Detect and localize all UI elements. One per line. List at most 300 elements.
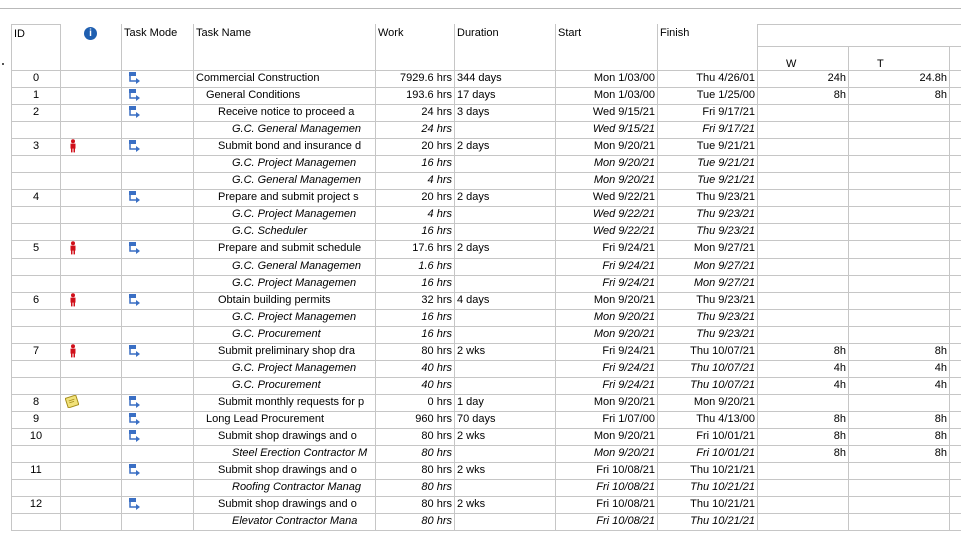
auto-schedule-icon — [128, 190, 142, 204]
indicators-cell — [61, 429, 122, 446]
task-mode-cell[interactable] — [122, 293, 194, 310]
task-id-cell[interactable] — [11, 173, 61, 190]
assignment-name-cell[interactable]: G.C. Project Managemen — [194, 361, 376, 378]
task-id-cell[interactable] — [11, 327, 61, 344]
finish-cell[interactable]: Thu 4/13/00 — [658, 412, 758, 429]
indicators-cell — [61, 71, 122, 88]
finish-cell[interactable]: Thu 9/23/21 — [658, 327, 758, 344]
indicators-cell — [61, 259, 122, 276]
work-cell[interactable]: 40 hrs — [376, 361, 455, 378]
duration-cell[interactable]: 2 days — [455, 190, 556, 207]
task-mode-cell[interactable] — [122, 105, 194, 122]
task-mode-cell[interactable] — [122, 241, 194, 258]
duration-cell[interactable]: 2 wks — [455, 463, 556, 480]
start-cell[interactable]: Fri 10/08/21 — [556, 497, 658, 514]
timephased-w-cell[interactable]: 8h — [758, 429, 849, 446]
timephased-t-cell[interactable] — [849, 207, 950, 224]
finish-cell[interactable]: Mon 9/27/21 — [658, 241, 758, 258]
work-cell[interactable]: 193.6 hrs — [376, 88, 455, 105]
timephased-t-cell[interactable] — [849, 156, 950, 173]
finish-cell[interactable]: Fri 9/17/21 — [658, 105, 758, 122]
timephased-t-cell[interactable]: 8h — [849, 429, 950, 446]
timephased-next-cell[interactable] — [950, 497, 961, 514]
task-mode-cell[interactable] — [122, 173, 194, 190]
work-cell[interactable]: 20 hrs — [376, 139, 455, 156]
timescale-day-t: T — [849, 47, 950, 71]
task-name-cell[interactable]: Long Lead Procurement — [194, 412, 376, 429]
work-cell[interactable]: 80 hrs — [376, 463, 455, 480]
task-id-cell[interactable]: 6 — [11, 293, 61, 310]
task-name-cell[interactable]: Prepare and submit schedule — [194, 241, 376, 258]
col-header-finish[interactable]: Finish — [658, 24, 758, 71]
finish-cell[interactable]: Thu 10/21/21 — [658, 497, 758, 514]
duration-cell[interactable] — [455, 446, 556, 463]
timephased-next-cell[interactable] — [950, 71, 961, 88]
task-id-cell[interactable]: 7 — [11, 344, 61, 361]
timephased-next-cell[interactable] — [950, 412, 961, 429]
task-name-cell[interactable]: Submit bond and insurance d — [194, 139, 376, 156]
task-mode-cell[interactable] — [122, 480, 194, 497]
work-cell[interactable]: 16 hrs — [376, 224, 455, 241]
work-cell[interactable]: 4 hrs — [376, 207, 455, 224]
task-id-cell[interactable] — [11, 446, 61, 463]
timephased-next-cell[interactable] — [950, 327, 961, 344]
timephased-w-cell[interactable] — [758, 463, 849, 480]
start-cell[interactable]: Fri 10/08/21 — [556, 480, 658, 497]
timephased-w-cell[interactable] — [758, 276, 849, 293]
duration-cell[interactable]: 1 day — [455, 395, 556, 412]
timephased-t-cell[interactable]: 24.8h — [849, 71, 950, 88]
assignment-name-cell[interactable]: Roofing Contractor Manag — [194, 480, 376, 497]
work-cell[interactable]: 7929.6 hrs — [376, 71, 455, 88]
timephased-t-cell[interactable] — [849, 224, 950, 241]
start-cell[interactable]: Fri 9/24/21 — [556, 241, 658, 258]
timephased-w-cell[interactable] — [758, 207, 849, 224]
duration-cell[interactable]: 344 days — [455, 71, 556, 88]
work-cell[interactable]: 80 hrs — [376, 514, 455, 531]
timephased-next-cell[interactable] — [950, 361, 961, 378]
finish-cell[interactable]: Thu 10/07/21 — [658, 361, 758, 378]
task-mode-cell[interactable] — [122, 514, 194, 531]
task-mode-cell[interactable] — [122, 139, 194, 156]
assignment-name-cell[interactable]: G.C. Project Managemen — [194, 207, 376, 224]
col-header-work[interactable]: Work — [376, 24, 455, 71]
assignment-name-cell[interactable]: G.C. General Managemen — [194, 259, 376, 276]
timephased-next-cell[interactable] — [950, 105, 961, 122]
duration-cell[interactable] — [455, 122, 556, 139]
timephased-w-cell[interactable] — [758, 293, 849, 310]
finish-cell[interactable]: Tue 9/21/21 — [658, 173, 758, 190]
work-cell[interactable]: 20 hrs — [376, 190, 455, 207]
task-id-cell[interactable] — [11, 207, 61, 224]
work-cell[interactable]: 960 hrs — [376, 412, 455, 429]
finish-cell[interactable]: Thu 9/23/21 — [658, 207, 758, 224]
col-header-duration[interactable]: Duration — [455, 24, 556, 71]
duration-cell[interactable] — [455, 327, 556, 344]
timescale-day-w: W — [758, 47, 849, 71]
task-id-cell[interactable] — [11, 259, 61, 276]
task-name-cell[interactable]: Submit shop drawings and o — [194, 497, 376, 514]
finish-cell[interactable]: Thu 10/21/21 — [658, 514, 758, 531]
finish-cell[interactable]: Thu 9/23/21 — [658, 293, 758, 310]
task-mode-cell[interactable] — [122, 71, 194, 88]
auto-schedule-icon — [128, 395, 142, 409]
task-mode-cell[interactable] — [122, 446, 194, 463]
timephased-t-cell[interactable] — [849, 122, 950, 139]
start-cell[interactable]: Mon 9/20/21 — [556, 429, 658, 446]
start-cell[interactable]: Fri 10/08/21 — [556, 514, 658, 531]
assignment-name-cell[interactable]: G.C. Procurement — [194, 327, 376, 344]
indicators-cell — [61, 497, 122, 514]
finish-cell[interactable]: Thu 4/26/01 — [658, 71, 758, 88]
assignment-name-cell[interactable]: G.C. General Managemen — [194, 173, 376, 190]
duration-cell[interactable] — [455, 156, 556, 173]
timephased-t-cell[interactable]: 4h — [849, 361, 950, 378]
work-cell[interactable]: 16 hrs — [376, 327, 455, 344]
task-mode-cell[interactable] — [122, 259, 194, 276]
timephased-t-cell[interactable] — [849, 293, 950, 310]
top-divider — [0, 8, 961, 9]
finish-cell[interactable]: Mon 9/27/21 — [658, 276, 758, 293]
work-cell[interactable]: 0 hrs — [376, 395, 455, 412]
start-cell[interactable]: Mon 9/20/21 — [556, 446, 658, 463]
timephased-w-cell[interactable]: 24h — [758, 71, 849, 88]
start-cell[interactable]: Wed 9/15/21 — [556, 105, 658, 122]
duration-cell[interactable] — [455, 361, 556, 378]
timephased-w-cell[interactable] — [758, 173, 849, 190]
start-cell[interactable]: Fri 1/07/00 — [556, 412, 658, 429]
indicators-cell — [61, 224, 122, 241]
timephased-t-cell[interactable] — [849, 105, 950, 122]
duration-cell[interactable] — [455, 378, 556, 395]
finish-cell[interactable]: Fri 9/17/21 — [658, 122, 758, 139]
task-id-cell[interactable] — [11, 378, 61, 395]
work-cell[interactable]: 24 hrs — [376, 105, 455, 122]
duration-cell[interactable] — [455, 224, 556, 241]
task-mode-cell[interactable] — [122, 122, 194, 139]
timephased-w-cell[interactable]: 8h — [758, 344, 849, 361]
timephased-w-cell[interactable] — [758, 241, 849, 258]
assignment-name-cell[interactable]: G.C. Project Managemen — [194, 310, 376, 327]
duration-cell[interactable] — [455, 173, 556, 190]
finish-cell[interactable]: Thu 9/23/21 — [658, 224, 758, 241]
timephased-next-cell[interactable] — [950, 190, 961, 207]
assignment-name-cell[interactable]: G.C. Project Managemen — [194, 276, 376, 293]
timephased-next-cell[interactable] — [950, 139, 961, 156]
timephased-w-cell[interactable] — [758, 190, 849, 207]
person-icon — [69, 241, 77, 255]
timephased-next-cell[interactable] — [950, 156, 961, 173]
timephased-t-cell[interactable] — [849, 241, 950, 258]
timephased-w-cell[interactable] — [758, 514, 849, 531]
start-cell[interactable]: Fri 9/24/21 — [556, 276, 658, 293]
work-cell[interactable]: 40 hrs — [376, 378, 455, 395]
task-mode-cell[interactable] — [122, 310, 194, 327]
timephased-w-cell[interactable] — [758, 395, 849, 412]
timephased-t-cell[interactable] — [849, 190, 950, 207]
task-id-cell[interactable] — [11, 156, 61, 173]
task-name-cell[interactable]: Receive notice to proceed a — [194, 105, 376, 122]
work-cell[interactable]: 1.6 hrs — [376, 259, 455, 276]
timephased-next-cell[interactable] — [950, 293, 961, 310]
start-cell[interactable]: Mon 9/20/21 — [556, 395, 658, 412]
finish-cell[interactable]: Thu 9/23/21 — [658, 310, 758, 327]
task-id-cell[interactable]: 11 — [11, 463, 61, 480]
start-cell[interactable]: Fri 10/08/21 — [556, 463, 658, 480]
indicators-cell — [61, 480, 122, 497]
timephased-next-cell[interactable] — [950, 173, 961, 190]
timephased-t-cell[interactable]: 8h — [849, 88, 950, 105]
timephased-w-cell[interactable] — [758, 122, 849, 139]
task-mode-cell[interactable] — [122, 395, 194, 412]
timephased-next-cell[interactable] — [950, 259, 961, 276]
task-id-cell[interactable]: 9 — [11, 412, 61, 429]
timephased-next-cell[interactable] — [950, 514, 961, 531]
work-cell[interactable]: 80 hrs — [376, 344, 455, 361]
task-id-cell[interactable]: 5 — [11, 241, 61, 258]
timephased-w-cell[interactable] — [758, 310, 849, 327]
col-header-id[interactable]: ID — [11, 24, 61, 71]
task-mode-cell[interactable] — [122, 207, 194, 224]
duration-cell[interactable]: 2 days — [455, 241, 556, 258]
work-cell[interactable]: 80 hrs — [376, 446, 455, 463]
task-mode-cell[interactable] — [122, 497, 194, 514]
auto-schedule-icon — [128, 241, 142, 255]
finish-cell[interactable]: Mon 9/27/21 — [658, 259, 758, 276]
timephased-t-cell[interactable] — [849, 327, 950, 344]
work-cell[interactable]: 24 hrs — [376, 122, 455, 139]
start-cell[interactable]: Fri 9/24/21 — [556, 378, 658, 395]
auto-schedule-icon — [128, 139, 142, 153]
finish-cell[interactable]: Tue 9/21/21 — [658, 139, 758, 156]
work-cell[interactable]: 16 hrs — [376, 310, 455, 327]
timephased-w-cell[interactable] — [758, 497, 849, 514]
task-id-cell[interactable] — [11, 480, 61, 497]
finish-cell[interactable]: Fri 10/01/21 — [658, 446, 758, 463]
duration-cell[interactable] — [455, 276, 556, 293]
task-name-cell[interactable]: Obtain building permits — [194, 293, 376, 310]
col-header-task-name[interactable]: Task Name — [194, 24, 376, 71]
timephased-w-cell[interactable] — [758, 139, 849, 156]
duration-cell[interactable]: 17 days — [455, 88, 556, 105]
timephased-w-cell[interactable] — [758, 105, 849, 122]
task-id-cell[interactable]: 10 — [11, 429, 61, 446]
task-id-cell[interactable] — [11, 310, 61, 327]
task-id-cell[interactable] — [11, 122, 61, 139]
task-mode-cell[interactable] — [122, 88, 194, 105]
timephased-t-cell[interactable] — [849, 497, 950, 514]
duration-cell[interactable]: 4 days — [455, 293, 556, 310]
timephased-next-cell[interactable] — [950, 207, 961, 224]
duration-cell[interactable]: 70 days — [455, 412, 556, 429]
timephased-next-cell[interactable] — [950, 480, 961, 497]
timephased-next-cell[interactable] — [950, 446, 961, 463]
timephased-w-cell[interactable] — [758, 224, 849, 241]
note-icon[interactable] — [65, 395, 79, 408]
work-cell[interactable]: 80 hrs — [376, 429, 455, 446]
timephased-next-cell[interactable] — [950, 224, 961, 241]
auto-schedule-icon — [128, 412, 142, 426]
start-cell[interactable]: Wed 9/22/21 — [556, 207, 658, 224]
timephased-w-cell[interactable]: 8h — [758, 446, 849, 463]
task-mode-cell[interactable] — [122, 412, 194, 429]
start-cell[interactable]: Wed 9/22/21 — [556, 190, 658, 207]
task-mode-cell[interactable] — [122, 156, 194, 173]
finish-cell[interactable]: Thu 9/23/21 — [658, 190, 758, 207]
task-name-cell[interactable]: Submit preliminary shop dra — [194, 344, 376, 361]
task-mode-cell[interactable] — [122, 344, 194, 361]
timephased-next-cell[interactable] — [950, 429, 961, 446]
timephased-next-cell[interactable] — [950, 310, 961, 327]
timephased-next-cell[interactable] — [950, 344, 961, 361]
work-cell[interactable]: 32 hrs — [376, 293, 455, 310]
col-header-task-mode[interactable]: Task Mode — [122, 24, 194, 71]
finish-cell[interactable]: Tue 9/21/21 — [658, 156, 758, 173]
finish-cell[interactable]: Tue 1/25/00 — [658, 88, 758, 105]
duration-cell[interactable]: 2 wks — [455, 497, 556, 514]
duration-cell[interactable]: 3 days — [455, 105, 556, 122]
start-cell[interactable]: Mon 9/20/21 — [556, 173, 658, 190]
finish-cell[interactable]: Thu 10/07/21 — [658, 378, 758, 395]
timephased-next-cell[interactable] — [950, 395, 961, 412]
finish-cell[interactable]: Mon 9/20/21 — [658, 395, 758, 412]
timephased-w-cell[interactable]: 4h — [758, 378, 849, 395]
timephased-t-cell[interactable] — [849, 480, 950, 497]
start-cell[interactable]: Fri 9/24/21 — [556, 259, 658, 276]
task-mode-cell[interactable] — [122, 429, 194, 446]
task-name-cell[interactable]: Commercial Construction — [194, 71, 376, 88]
work-cell[interactable]: 16 hrs — [376, 156, 455, 173]
task-id-cell[interactable]: 2 — [11, 105, 61, 122]
task-id-cell[interactable]: 12 — [11, 497, 61, 514]
task-mode-cell[interactable] — [122, 190, 194, 207]
task-name-cell[interactable]: Prepare and submit project s — [194, 190, 376, 207]
timephased-w-cell[interactable] — [758, 259, 849, 276]
duration-cell[interactable] — [455, 259, 556, 276]
duration-cell[interactable]: 2 wks — [455, 429, 556, 446]
duration-cell[interactable] — [455, 310, 556, 327]
finish-cell[interactable]: Thu 10/07/21 — [658, 344, 758, 361]
assignment-name-cell[interactable]: Elevator Contractor Mana — [194, 514, 376, 531]
timephased-next-cell[interactable] — [950, 88, 961, 105]
task-mode-cell[interactable] — [122, 378, 194, 395]
timephased-t-cell[interactable] — [849, 259, 950, 276]
assignment-name-cell[interactable]: G.C. General Managemen — [194, 122, 376, 139]
start-cell[interactable]: Fri 9/24/21 — [556, 344, 658, 361]
timephased-w-cell[interactable] — [758, 327, 849, 344]
task-id-cell[interactable] — [11, 514, 61, 531]
task-name-cell[interactable]: Submit shop drawings and o — [194, 463, 376, 480]
task-id-cell[interactable] — [11, 224, 61, 241]
task-id-cell[interactable] — [11, 361, 61, 378]
work-cell[interactable]: 4 hrs — [376, 173, 455, 190]
indicators-cell — [61, 207, 122, 224]
task-id-cell[interactable]: 3 — [11, 139, 61, 156]
duration-cell[interactable] — [455, 514, 556, 531]
timephased-next-cell[interactable] — [950, 378, 961, 395]
duration-cell[interactable] — [455, 480, 556, 497]
timephased-w-cell[interactable] — [758, 480, 849, 497]
indicators-cell — [61, 463, 122, 480]
start-cell[interactable]: Mon 9/20/21 — [556, 310, 658, 327]
timephased-w-cell[interactable] — [758, 156, 849, 173]
task-mode-cell[interactable] — [122, 361, 194, 378]
duration-cell[interactable] — [455, 207, 556, 224]
assignment-name-cell[interactable]: G.C. Procurement — [194, 378, 376, 395]
duration-cell[interactable]: 2 days — [455, 139, 556, 156]
start-cell[interactable]: Wed 9/22/21 — [556, 224, 658, 241]
task-id-cell[interactable]: 0 — [11, 71, 61, 88]
timephased-next-cell[interactable] — [950, 276, 961, 293]
start-cell[interactable]: Mon 9/20/21 — [556, 156, 658, 173]
timephased-t-cell[interactable] — [849, 514, 950, 531]
task-mode-cell[interactable] — [122, 276, 194, 293]
start-cell[interactable]: Mon 1/03/00 — [556, 88, 658, 105]
finish-cell[interactable]: Fri 10/01/21 — [658, 429, 758, 446]
timephased-t-cell[interactable] — [849, 173, 950, 190]
start-cell[interactable]: Mon 9/20/21 — [556, 327, 658, 344]
col-header-start[interactable]: Start — [556, 24, 658, 71]
col-header-indicators[interactable] — [61, 24, 122, 71]
task-mode-cell[interactable] — [122, 224, 194, 241]
finish-cell[interactable]: Thu 10/21/21 — [658, 463, 758, 480]
timephased-t-cell[interactable] — [849, 463, 950, 480]
work-cell[interactable]: 17.6 hrs — [376, 241, 455, 258]
timephased-t-cell[interactable] — [849, 395, 950, 412]
task-id-cell[interactable]: 1 — [11, 88, 61, 105]
timephased-w-cell[interactable]: 4h — [758, 361, 849, 378]
auto-schedule-icon — [128, 497, 142, 511]
auto-schedule-icon — [128, 463, 142, 477]
start-cell[interactable]: Mon 1/03/00 — [556, 71, 658, 88]
start-cell[interactable]: Fri 9/24/21 — [556, 361, 658, 378]
task-name-cell[interactable]: Submit shop drawings and o — [194, 429, 376, 446]
start-cell[interactable]: Mon 9/20/21 — [556, 293, 658, 310]
work-cell[interactable]: 80 hrs — [376, 480, 455, 497]
timephased-w-cell[interactable]: 8h — [758, 412, 849, 429]
finish-cell[interactable]: Thu 10/21/21 — [658, 480, 758, 497]
work-cell[interactable]: 16 hrs — [376, 276, 455, 293]
timephased-next-cell[interactable] — [950, 463, 961, 480]
task-mode-cell[interactable] — [122, 327, 194, 344]
start-cell[interactable]: Wed 9/15/21 — [556, 122, 658, 139]
timephased-t-cell[interactable]: 4h — [849, 378, 950, 395]
timephased-t-cell[interactable] — [849, 139, 950, 156]
timephased-t-cell[interactable]: 8h — [849, 446, 950, 463]
timephased-t-cell[interactable]: 8h — [849, 412, 950, 429]
task-name-cell[interactable]: Submit monthly requests for p — [194, 395, 376, 412]
timephased-t-cell[interactable]: 8h — [849, 344, 950, 361]
timephased-next-cell[interactable] — [950, 241, 961, 258]
timephased-t-cell[interactable] — [849, 276, 950, 293]
start-cell[interactable]: Mon 9/20/21 — [556, 139, 658, 156]
task-name-cell[interactable]: General Conditions — [194, 88, 376, 105]
timephased-t-cell[interactable] — [849, 310, 950, 327]
indicators-cell — [61, 122, 122, 139]
task-id-cell[interactable]: 4 — [11, 190, 61, 207]
task-mode-cell[interactable] — [122, 463, 194, 480]
task-id-cell[interactable]: 8 — [11, 395, 61, 412]
info-icon: i — [84, 27, 97, 40]
timephased-next-cell[interactable] — [950, 122, 961, 139]
assignment-name-cell[interactable]: G.C. Project Managemen — [194, 156, 376, 173]
assignment-name-cell[interactable]: Steel Erection Contractor M — [194, 446, 376, 463]
timephased-w-cell[interactable]: 8h — [758, 88, 849, 105]
work-cell[interactable]: 80 hrs — [376, 497, 455, 514]
duration-cell[interactable]: 2 wks — [455, 344, 556, 361]
assignment-name-cell[interactable]: G.C. Scheduler — [194, 224, 376, 241]
task-id-cell[interactable] — [11, 276, 61, 293]
